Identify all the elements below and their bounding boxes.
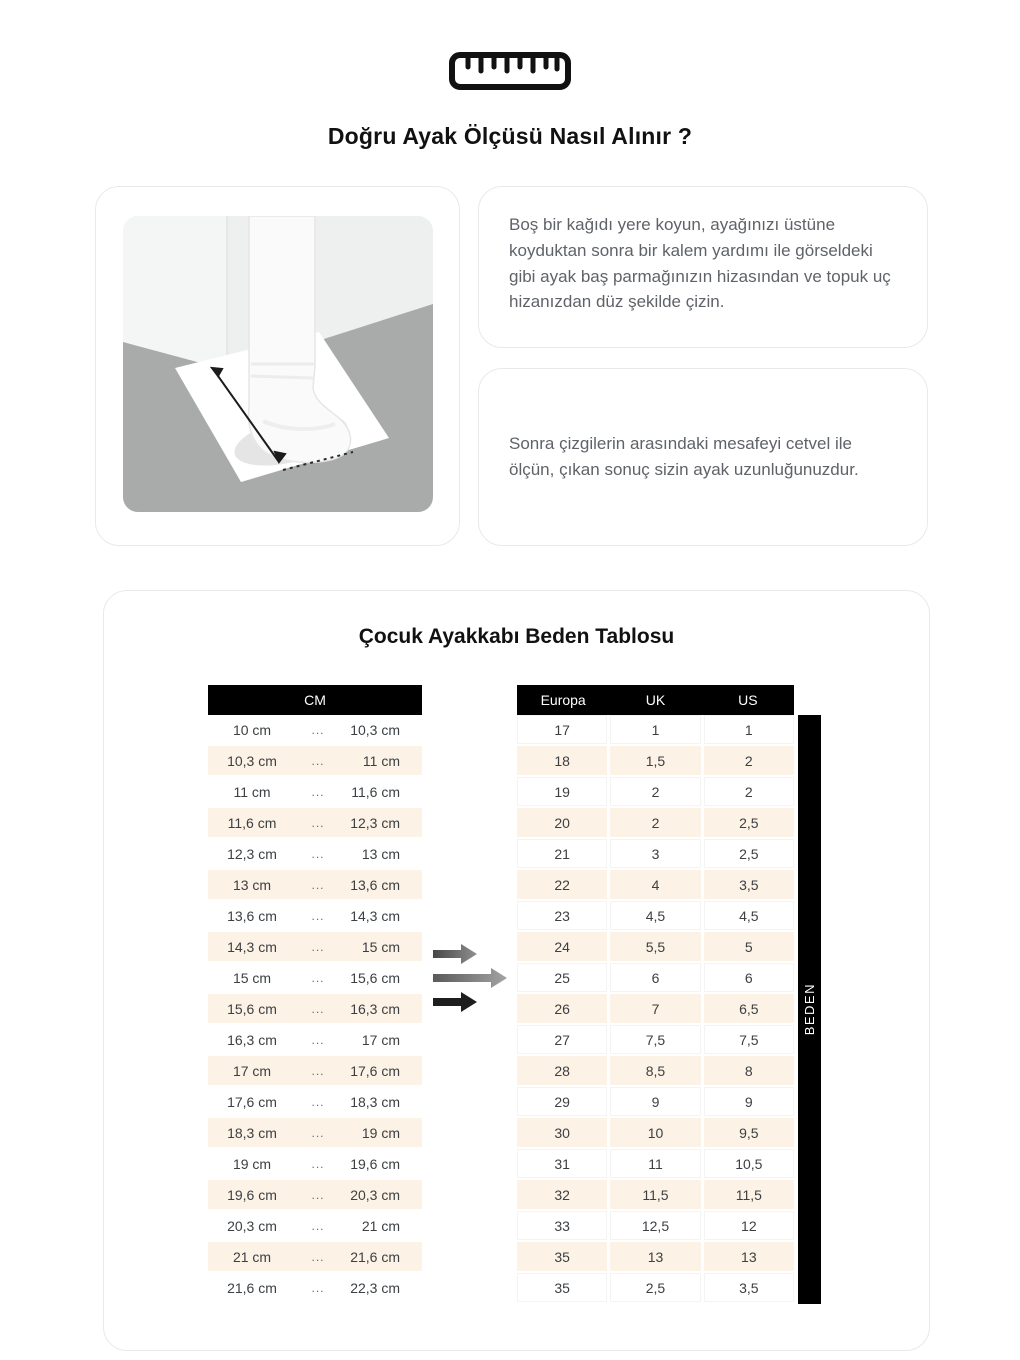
ruler-icon — [449, 52, 571, 95]
range-separator: ... — [311, 1249, 325, 1264]
header-europa: Europa — [540, 692, 586, 708]
cm-from-value: 21,6 cm — [227, 1279, 277, 1296]
us-value: 5 — [704, 932, 794, 961]
size-table-row — [517, 777, 794, 808]
uk-value: 11,5 — [610, 1180, 700, 1209]
cm-to-value: 14,3 cm — [350, 907, 400, 924]
europa-value: 31 — [517, 1149, 607, 1178]
us-value: 2,5 — [704, 839, 794, 868]
size-table-row — [517, 839, 794, 870]
cm-from-value: 21 cm — [232, 1248, 272, 1265]
size-tables — [104, 685, 929, 1304]
cm-from-value: 11,6 cm — [227, 814, 277, 831]
range-separator: ... — [311, 1032, 325, 1047]
size-table-row — [517, 1273, 794, 1304]
size-table-row — [517, 963, 794, 994]
cm-to-value: 17,6 cm — [350, 1062, 400, 1079]
size-table-row — [517, 1180, 794, 1211]
cm-table-row — [208, 777, 422, 808]
us-value: 3,5 — [704, 1273, 794, 1302]
cm-to-value: 15,6 cm — [350, 969, 400, 986]
size-table-row — [517, 1025, 794, 1056]
instruction-step-2-text: Sonra çizgilerin arasındaki mesafeyi cetvel ile ölçün, çıkan sonuç sizin ayak uzunluğunuzdur. — [509, 434, 859, 479]
eu-uk-us-table-header — [517, 685, 794, 715]
cm-to-value: 20,3 cm — [350, 1186, 400, 1203]
beden-side-bar — [798, 715, 821, 1304]
cm-from-value: 19 cm — [232, 1155, 272, 1172]
page-title: Doğru Ayak Ölçüsü Nasıl Alınır ? — [327, 123, 693, 149]
cm-table-header: CM — [208, 685, 422, 715]
us-value: 1 — [704, 715, 794, 744]
size-table-row — [517, 1149, 794, 1180]
uk-value: 2 — [610, 777, 700, 806]
europa-value: 24 — [517, 932, 607, 961]
cm-from-value: 19,6 cm — [227, 1186, 277, 1203]
europa-value: 21 — [517, 839, 607, 868]
us-value: 10,5 — [704, 1149, 794, 1178]
range-separator: ... — [311, 1280, 325, 1295]
cm-from-value: 15,6 cm — [227, 1000, 277, 1017]
cm-table-row — [208, 839, 422, 870]
europa-value: 20 — [517, 808, 607, 837]
us-value: 6,5 — [704, 994, 794, 1023]
size-table-row — [517, 1087, 794, 1118]
europa-value: 35 — [517, 1273, 607, 1302]
size-table-row — [517, 1211, 794, 1242]
cm-table-row — [208, 1211, 422, 1242]
europa-value: 17 — [517, 715, 607, 744]
cm-table-row — [208, 808, 422, 839]
uk-value: 11 — [610, 1149, 700, 1178]
europa-value: 22 — [517, 870, 607, 899]
cm-from-value: 13,6 cm — [227, 907, 277, 924]
cm-from-value: 11 cm — [233, 783, 271, 800]
cm-from-value: 17,6 cm — [227, 1093, 277, 1110]
europa-value: 18 — [517, 746, 607, 775]
cm-table-row — [208, 1025, 422, 1056]
size-table-row — [517, 808, 794, 839]
us-value: 8 — [704, 1056, 794, 1085]
cm-to-value: 11 cm — [362, 752, 400, 769]
cm-from-value: 12,3 cm — [227, 845, 277, 862]
cm-to-value: 13,6 cm — [350, 876, 400, 893]
uk-value: 9 — [610, 1087, 700, 1116]
instruction-cards — [478, 186, 928, 546]
europa-value: 28 — [517, 1056, 607, 1085]
cm-to-value: 16,3 cm — [350, 1000, 400, 1017]
us-value: 9 — [704, 1087, 794, 1116]
cm-to-value: 17 cm — [361, 1031, 400, 1048]
cm-from-value: 10,3 cm — [227, 752, 277, 769]
instruction-step-1-text: Boş bir kağıdı yere koyun, ayağınızı üstüne koyduktan sonra bir kalem yardımı ile görseldeki gibi ayak baş parmağınızın hizasından ve topuk uç hizanızdan düz şekilde çizin. — [509, 215, 891, 312]
uk-value: 1 — [610, 715, 700, 744]
europa-value: 19 — [517, 777, 607, 806]
range-separator: ... — [311, 877, 325, 892]
range-separator: ... — [311, 1125, 325, 1140]
us-value: 12 — [704, 1211, 794, 1240]
cm-from-value: 15 cm — [232, 969, 272, 986]
cm-to-value: 11,6 cm — [351, 783, 400, 800]
uk-value: 5,5 — [610, 932, 700, 961]
range-separator: ... — [311, 1094, 325, 1109]
range-separator: ... — [311, 784, 325, 799]
europa-value: 27 — [517, 1025, 607, 1054]
uk-value: 1,5 — [610, 746, 700, 775]
instructions-section — [95, 186, 928, 546]
europa-value: 33 — [517, 1211, 607, 1240]
cm-table-row — [208, 1180, 422, 1211]
size-table-row — [517, 1242, 794, 1273]
uk-value: 10 — [610, 1118, 700, 1147]
uk-value: 3 — [610, 839, 700, 868]
europa-value: 29 — [517, 1087, 607, 1116]
range-separator: ... — [311, 1156, 325, 1171]
uk-value: 7,5 — [610, 1025, 700, 1054]
size-table-title: Çocuk Ayakkabı Beden Tablosu — [358, 625, 675, 648]
cm-table-row — [208, 1273, 422, 1304]
uk-value: 8,5 — [610, 1056, 700, 1085]
size-table-row — [517, 870, 794, 901]
europa-value: 26 — [517, 994, 607, 1023]
range-separator: ... — [311, 1063, 325, 1078]
cm-to-value: 12,3 cm — [350, 814, 400, 831]
cm-from-value: 13 cm — [232, 876, 272, 893]
range-separator: ... — [311, 1187, 325, 1202]
cm-to-value: 19 cm — [361, 1124, 400, 1141]
foot-measure-photo — [123, 216, 433, 517]
range-separator: ... — [311, 846, 325, 861]
range-separator: ... — [311, 1218, 325, 1233]
cm-from-value: 14,3 cm — [227, 938, 277, 955]
size-table-row — [517, 1118, 794, 1149]
cm-table-row — [208, 963, 422, 994]
right-arrows-icon — [431, 942, 509, 1019]
uk-value: 6 — [610, 963, 700, 992]
us-value: 7,5 — [704, 1025, 794, 1054]
range-separator: ... — [311, 908, 325, 923]
uk-value: 12,5 — [610, 1211, 700, 1240]
us-value: 4,5 — [704, 901, 794, 930]
cm-table-row — [208, 870, 422, 901]
cm-table-row — [208, 1242, 422, 1273]
cm-to-value: 13 cm — [361, 845, 400, 862]
eu-uk-us-table — [517, 685, 794, 1304]
conversion-arrows — [422, 685, 517, 1304]
cm-to-value: 21 cm — [361, 1217, 400, 1234]
us-value: 9,5 — [704, 1118, 794, 1147]
cm-from-value: 16,3 cm — [227, 1031, 277, 1048]
us-value: 6 — [704, 963, 794, 992]
range-separator: ... — [311, 939, 325, 954]
cm-table-row — [208, 746, 422, 777]
cm-from-value: 20,3 cm — [227, 1217, 277, 1234]
size-table-row — [517, 746, 794, 777]
cm-table-row — [208, 932, 422, 963]
cm-to-value: 18,3 cm — [350, 1093, 400, 1110]
size-table-row — [517, 994, 794, 1025]
cm-from-value: 18,3 cm — [227, 1124, 277, 1141]
cm-table-row — [208, 1056, 422, 1087]
header-us: US — [738, 692, 758, 708]
uk-value: 13 — [610, 1242, 700, 1271]
cm-table-row — [208, 994, 422, 1025]
cm-to-value: 22,3 cm — [350, 1279, 400, 1296]
us-value: 2 — [704, 777, 794, 806]
us-value: 2,5 — [704, 808, 794, 837]
foot-measure-photo-card — [95, 186, 460, 546]
header-uk: UK — [645, 692, 666, 708]
europa-value: 32 — [517, 1180, 607, 1209]
range-separator: ... — [311, 1001, 325, 1016]
eu-uk-us-table-rows — [517, 715, 794, 1304]
uk-value: 7 — [610, 994, 700, 1023]
range-separator: ... — [311, 722, 325, 737]
beden-label: BEDEN — [802, 983, 817, 1036]
us-value: 2 — [704, 746, 794, 775]
range-separator: ... — [311, 815, 325, 830]
cm-table-row — [208, 1149, 422, 1180]
size-table-row — [517, 932, 794, 963]
europa-value: 23 — [517, 901, 607, 930]
europa-value: 25 — [517, 963, 607, 992]
cm-table-row — [208, 901, 422, 932]
instruction-step-2-card — [478, 368, 928, 546]
uk-value: 2 — [610, 808, 700, 837]
us-value: 13 — [704, 1242, 794, 1271]
uk-value: 4,5 — [610, 901, 700, 930]
cm-table-row — [208, 1087, 422, 1118]
size-table-row — [517, 1056, 794, 1087]
cm-table-row — [208, 715, 422, 746]
size-table-row — [517, 901, 794, 932]
europa-value: 35 — [517, 1242, 607, 1271]
us-value: 3,5 — [704, 870, 794, 899]
cm-from-value: 17 cm — [232, 1062, 272, 1079]
cm-to-value: 19,6 cm — [350, 1155, 400, 1172]
page-header — [0, 0, 1020, 150]
europa-value: 30 — [517, 1118, 607, 1147]
size-table-card — [103, 590, 930, 1351]
uk-value: 4 — [610, 870, 700, 899]
cm-to-value: 21,6 cm — [350, 1248, 400, 1265]
cm-table-rows — [208, 715, 422, 1304]
cm-to-value: 15 cm — [361, 938, 400, 955]
cm-table — [208, 685, 422, 1304]
range-separator: ... — [311, 970, 325, 985]
us-value: 11,5 — [704, 1180, 794, 1209]
instruction-step-1-card — [478, 186, 928, 348]
range-separator: ... — [311, 753, 325, 768]
uk-value: 2,5 — [610, 1273, 700, 1302]
cm-from-value: 10 cm — [232, 721, 272, 738]
cm-table-row — [208, 1118, 422, 1149]
cm-to-value: 10,3 cm — [350, 721, 400, 738]
size-table-row — [517, 715, 794, 746]
